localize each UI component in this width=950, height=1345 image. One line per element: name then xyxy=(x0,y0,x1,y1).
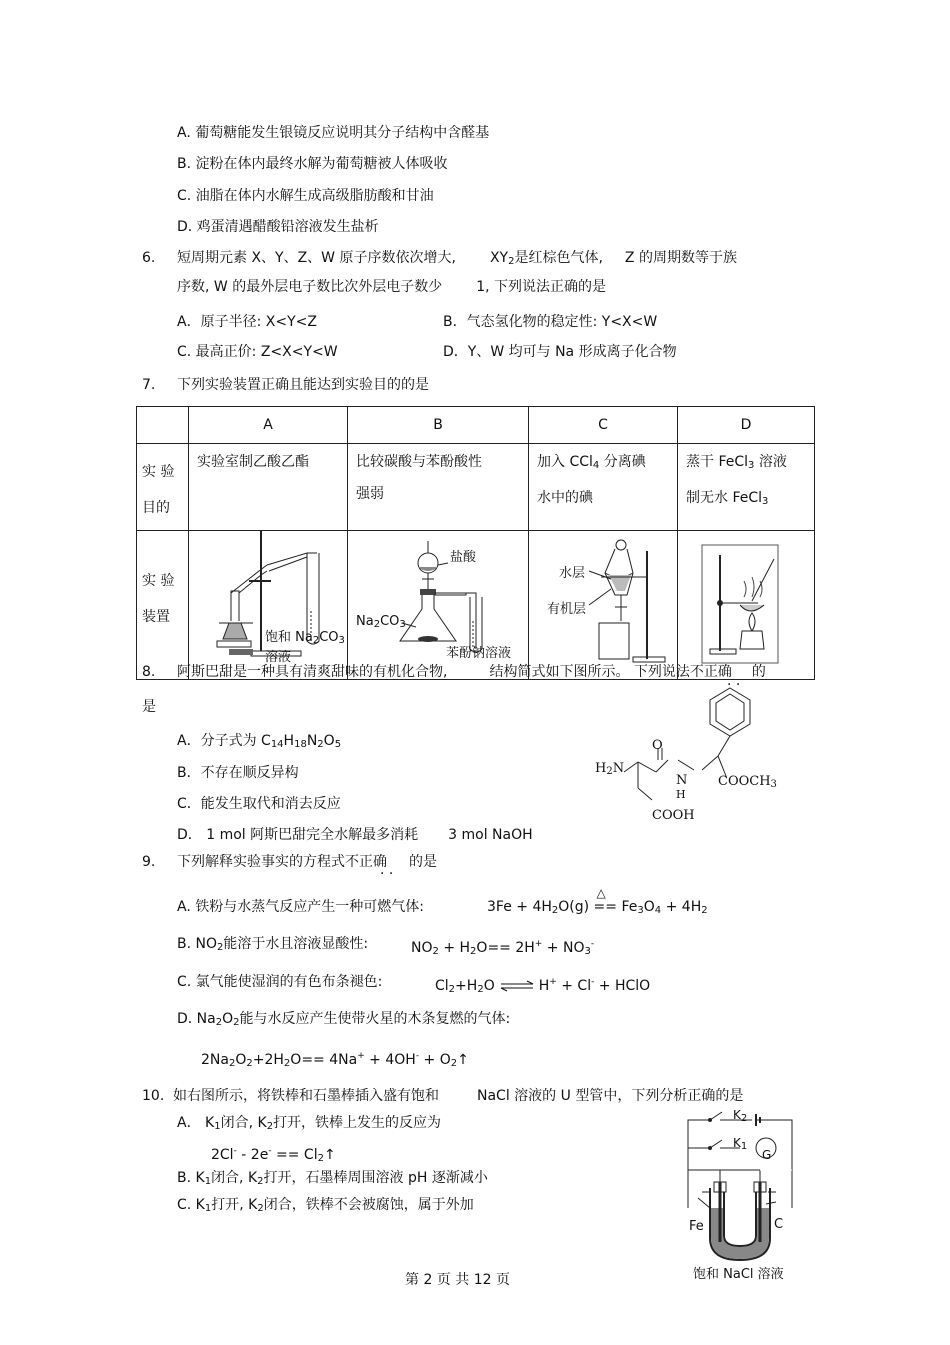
fig-label-c: C xyxy=(774,1217,784,1232)
q6-option-c: C. 最高正价: Z<X<Y<W xyxy=(177,344,338,360)
cell-c-apparatus xyxy=(529,531,678,680)
page-footer: 第 2 页 共 12 页 xyxy=(405,1272,510,1288)
row-label-purpose: 实 验 目的 xyxy=(137,444,189,531)
struct-h2n: $H_2N$ xyxy=(595,761,625,777)
fig-label-k2: $K_2$ xyxy=(733,1108,748,1124)
q8-option-b: B．不存在顺反异构 xyxy=(177,765,299,781)
q7-experiment-table xyxy=(136,406,815,680)
q10-option-a: A． $K_1$闭合, $K_2$打开，铁棒上发生的反应为 xyxy=(177,1115,442,1132)
cell-a-apparatus xyxy=(189,531,348,680)
q8-option-c: C．能发生取代和消去反应 xyxy=(177,796,341,812)
q8-stem-line2: 是 xyxy=(142,699,156,715)
col-header-d: D xyxy=(678,407,815,444)
struct-cooch3: $COOCH_3$ xyxy=(718,774,777,790)
row-label-apparatus: 实 验 装置 xyxy=(137,531,189,680)
q9-option-b-equation: $NO_2 + H_2O== 2H^+ + NO_3^-$ xyxy=(411,939,595,957)
q10-option-a-equation: $2Cl^- - 2e^- == Cl_2↑$ xyxy=(211,1146,336,1164)
q5-option-b: B. 淀粉在体内最终水解为葡萄糖被人体吸收 xyxy=(177,156,448,172)
cell-c-purpose: 加入 CCl$_4$ 分离碘 水中的碘 xyxy=(529,444,678,531)
q9-option-d-equation: $2Na_2O_2+2H_2O== 4Na^+ + 4OH^-$ + $O_2↑$ xyxy=(201,1051,469,1069)
q6-option-a: A．原子半径: X<Y<Z xyxy=(177,314,317,330)
fig-a-label-line1: 饱和 $Na_2CO_3$ xyxy=(265,630,345,646)
q8-option-d: D． 1 mol 阿斯巴甜完全水解最多消耗 3 mol NaOH xyxy=(177,827,533,843)
cell-b-apparatus xyxy=(348,531,529,680)
q10-option-c: C. $K_1$打开, $K_2$闭合，铁棒不会被腐蚀，属于外加 xyxy=(177,1197,474,1214)
q9-option-d: D. $Na_2O_2$能与水反应产生使带火星的木条复燃的气体: xyxy=(177,1011,511,1028)
q9-option-c-equation: $Cl_2+H_2O$ H+ + Cl- + HClO xyxy=(435,977,651,995)
q10-stem: 如右图所示，将铁棒和石墨棒插入盛有饱和 NaCl 溶液的 U 型管中，下列分析正确的是 xyxy=(173,1088,744,1104)
cell-d-apparatus xyxy=(678,531,815,680)
fig-a-label-line2: 溶液 xyxy=(265,650,292,665)
struct-nh-h: H xyxy=(676,788,686,801)
q9-option-a-equation: $3Fe + 4H_2O(g)$ == △ $Fe_3O_4 + 4H_2$ xyxy=(487,886,708,916)
q8-number: 8. xyxy=(142,664,156,680)
q6-stem-line1: 短周期元素 X、Y、Z、W 原子序数依次增大, $XY_2$是红棕色气体, Z 的周期数等于族 xyxy=(177,250,737,267)
fig-label-solution: 饱和 NaCl 溶液 xyxy=(693,1267,784,1282)
q10-number: 10. xyxy=(142,1088,165,1104)
q7-number: 7. xyxy=(142,377,156,393)
q7-stem: 下列实验装置正确且能达到实验目的的是 xyxy=(177,377,429,393)
q9-stem: 下列解释实验事实的方程式不正确 的是 xyxy=(177,854,437,870)
q5-option-d: D. 鸡蛋清遇醋酸铅溶液发生盐析 xyxy=(177,219,379,235)
table-corner xyxy=(137,407,189,444)
emphasis-dots: . . xyxy=(727,673,741,689)
q6-option-d: D．Y、W 均可与 Na 形成离子化合物 xyxy=(443,344,677,360)
q9-option-c: C. 氯气能使湿润的有色布条褪色: xyxy=(177,974,383,990)
evaporation-apparatus-figure xyxy=(678,531,814,675)
cell-d-purpose: 蒸干 FeCl$_3$ 溶液 制无水 FeCl$_3$ xyxy=(678,444,815,531)
reversible-arrow-icon xyxy=(499,980,535,992)
q9-number: 9. xyxy=(142,854,156,870)
fig-label-k1: $K_1$ xyxy=(733,1136,748,1152)
col-header-b: B xyxy=(348,407,529,444)
struct-nh: N xyxy=(676,773,688,788)
struct-carbonyl-o: O xyxy=(652,738,663,753)
struct-cooh: COOH xyxy=(652,808,695,823)
fig-b-label-na2co3: $Na_2CO_3$ xyxy=(356,614,406,630)
fig-c-label-organic-layer: 有机层 xyxy=(547,602,587,617)
q6-number: 6. xyxy=(142,250,156,266)
q10-option-b: B. $K_1$闭合, $K_2$打开，石墨棒周围溶液 pH 逐渐减小 xyxy=(177,1170,488,1187)
col-header-c: C xyxy=(529,407,678,444)
u-tube-circuit-figure xyxy=(680,1108,810,1268)
fig-c-label-water-layer: 水层 xyxy=(559,566,586,581)
q6-stem-line2: 序数, W 的最外层电子数比次外层电子数少 1, 下列说法正确的是 xyxy=(177,279,607,295)
cell-a-purpose: 实验室制乙酸乙酯 xyxy=(189,444,348,531)
fig-b-label-hcl: 盐酸 xyxy=(450,550,477,565)
q8-option-a: A．分子式为 $C_{14}H_{18}N_2O_5$ xyxy=(177,733,342,750)
q6-option-b: B．气态氢化物的稳定性: Y<X<W xyxy=(443,314,658,330)
col-header-a: A xyxy=(189,407,348,444)
emphasis-dots: . . xyxy=(380,862,394,878)
cell-b-purpose: 比较碳酸与苯酚酸性 强弱 xyxy=(348,444,529,531)
q5-option-a: A. 葡萄糖能发生银镜反应说明其分子结构中含醛基 xyxy=(177,125,490,141)
fig-label-fe: Fe xyxy=(689,1219,704,1234)
fig-b-label-phenoxide: 苯酚钠溶液 xyxy=(446,646,512,661)
fig-label-galvanometer: G xyxy=(762,1148,772,1162)
q9-option-b: B. $NO_2$能溶于水且溶液显酸性: xyxy=(177,936,369,953)
q8-stem-line1: 阿斯巴甜是一种具有清爽甜味的有机化合物, 结构简式如下图所示。 下列说法不正确 的 xyxy=(177,664,766,680)
q5-option-c: C. 油脂在体内水解生成高级脂肪酸和甘油 xyxy=(177,188,434,204)
q9-option-a: A. 铁粉与水蒸气反应产生一种可燃气体: xyxy=(177,899,424,915)
